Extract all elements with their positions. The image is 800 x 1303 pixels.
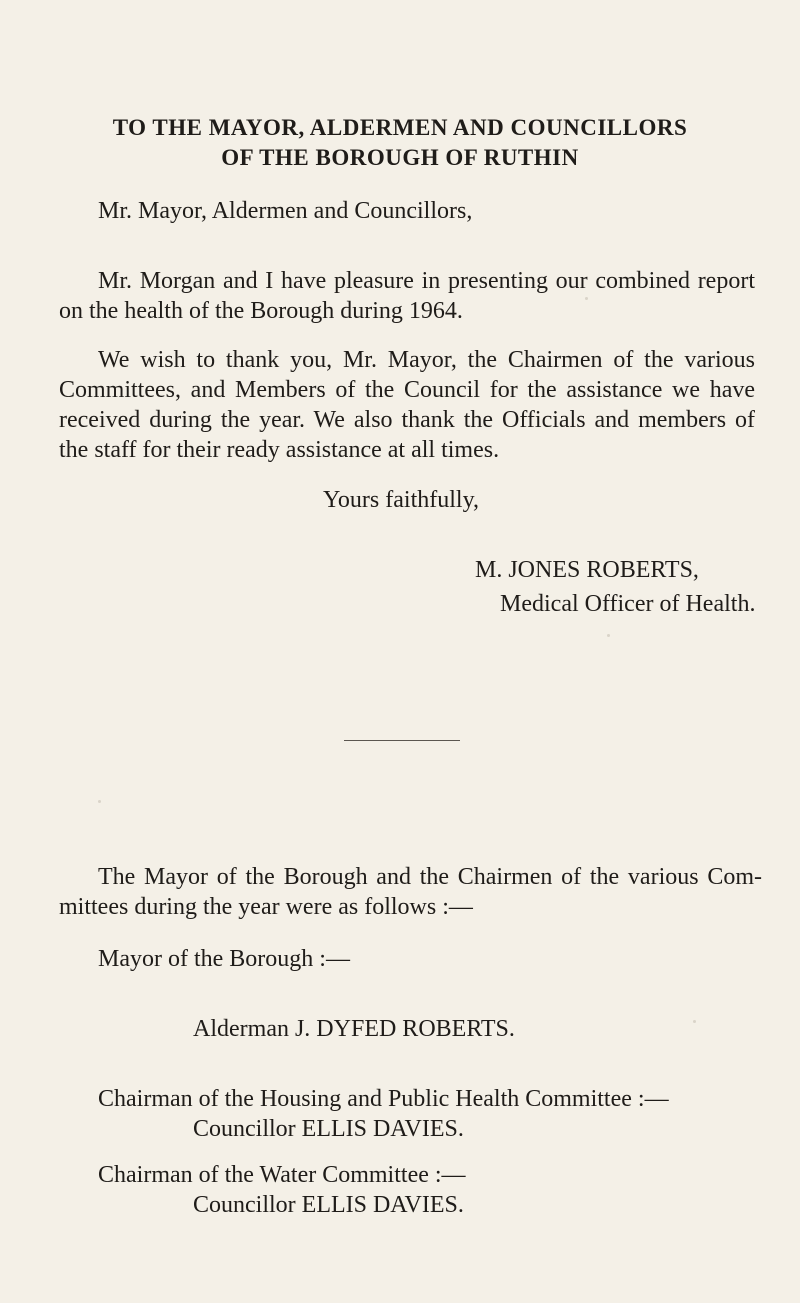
water-committee-chairman: Councillor ELLIS DAVIES. — [193, 1192, 464, 1218]
paper-speck — [585, 297, 588, 300]
closing: Yours faithfully, — [323, 487, 480, 513]
mayor-heading: Mayor of the Borough :— — [98, 946, 350, 972]
paragraph-2-line-1: We wish to thank you, Mr. Mayor, the Chairmen of the various — [98, 347, 755, 373]
signatory-name: M. JONES ROBERTS, — [475, 557, 699, 583]
signatory-title: Medical Officer of Health. — [500, 591, 756, 617]
paragraph-2-line-2: Committees, and Members of the Council for the assistance we have — [59, 377, 755, 403]
paper-speck — [607, 634, 610, 637]
paper-speck — [693, 1020, 696, 1023]
housing-committee-chairman: Councillor ELLIS DAVIES. — [193, 1116, 464, 1142]
paragraph-2-line-3: received during the year. We also thank the Officials and members of — [59, 407, 755, 433]
mayor-name: Alderman J. DYFED ROBERTS. — [193, 1016, 515, 1042]
letter-title-line-1: TO THE MAYOR, ALDERMEN AND COUNCILLORS — [112, 115, 688, 140]
letter-title-line-2: OF THE BOROUGH OF RUTHIN — [221, 145, 579, 170]
committees-intro-line-1: The Mayor of the Borough and the Chairmen of the various Com- — [98, 864, 762, 890]
paper-speck — [98, 800, 101, 803]
paragraph-1-line-1: Mr. Morgan and I have pleasure in presenting our combined report — [98, 268, 755, 294]
housing-committee-heading: Chairman of the Housing and Public Health Committee :— — [98, 1086, 669, 1112]
water-committee-heading: Chairman of the Water Committee :— — [98, 1162, 466, 1188]
paragraph-2-line-4: the staff for their ready assistance at all times. — [59, 437, 500, 463]
paragraph-1-line-2: on the health of the Borough during 1964. — [59, 298, 463, 324]
section-divider — [344, 740, 460, 741]
committees-intro-line-2: mittees during the year were as follows :— — [59, 894, 473, 920]
salutation: Mr. Mayor, Aldermen and Councillors, — [98, 198, 473, 224]
